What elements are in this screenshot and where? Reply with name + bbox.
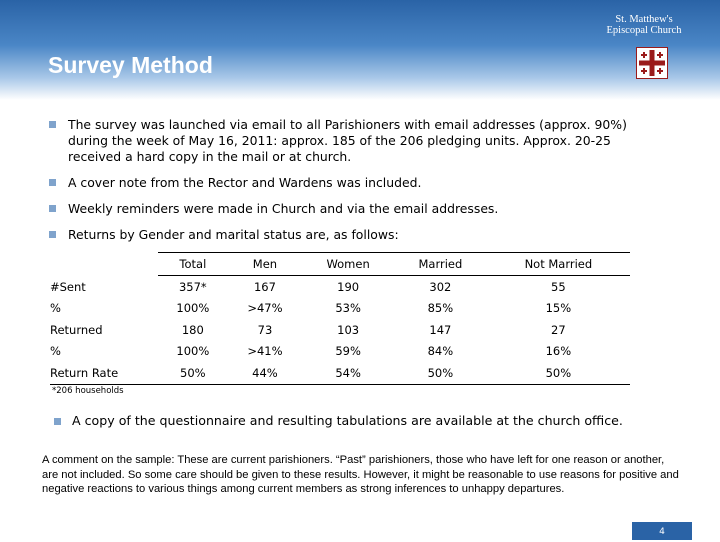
table-header: Total <box>158 253 228 276</box>
table-cell: 16% <box>545 344 572 359</box>
table-cell: % <box>50 344 61 359</box>
list-item: The survey was launched via email to all Parishioners with email addresses (approx. 90%) during the week of May 16, 2011: approx. 185 of the 206 pledging units. Approx. 20-25 received a hard copy in the mail or at church. <box>48 117 658 165</box>
table-cell: 302 <box>429 279 452 294</box>
table-cell: 357* <box>178 279 207 294</box>
table-cell: 50% <box>487 362 630 384</box>
bullet-square-icon <box>49 179 56 186</box>
church-cross-logo <box>636 47 668 79</box>
table-cell: >41% <box>247 344 283 359</box>
copy-availability-bullet <box>52 413 672 428</box>
table-header: Men <box>228 253 303 276</box>
table-cell: 103 <box>337 322 360 337</box>
table-header <box>50 253 158 276</box>
table-row <box>50 298 630 320</box>
table-cell: 53% <box>335 301 361 316</box>
table-row <box>50 319 630 341</box>
table-row <box>50 276 630 298</box>
table-cell: 55 <box>551 279 566 294</box>
table-cell: 100% <box>176 301 210 316</box>
table-cell: 180 <box>181 322 204 337</box>
table-cell: 54% <box>302 362 394 384</box>
table-cell: 44% <box>228 362 303 384</box>
table-cell: 27 <box>551 322 566 337</box>
list-item: A cover note from the Rector and Wardens was included. <box>48 175 658 191</box>
table-cell: 147 <box>429 322 452 337</box>
table-header-row <box>50 253 630 276</box>
table-cell: 167 <box>253 279 276 294</box>
table-cell: 15% <box>545 301 572 316</box>
table-cell: % <box>50 301 61 316</box>
bullet-square-icon <box>49 121 56 128</box>
list-item: Returns by Gender and marital status are, as follows: <box>48 227 658 243</box>
table-row <box>50 362 630 384</box>
page-number: 4 <box>632 522 692 540</box>
header-banner <box>0 0 720 100</box>
table-cell: Returned <box>50 322 103 337</box>
table-cell: >47% <box>247 301 283 316</box>
church-name <box>596 14 692 36</box>
table-cell: 50% <box>158 362 228 384</box>
bullet-square-icon <box>49 231 56 238</box>
table-cell: Return Rate <box>50 362 158 384</box>
returns-table <box>50 252 630 385</box>
table-cell: 84% <box>427 344 454 359</box>
page-title: Survey Method <box>48 52 213 78</box>
list-item: Weekly reminders were made in Church and via the email addresses. <box>48 201 658 217</box>
church-name-line2: Episcopal Church <box>606 25 682 36</box>
table-cell: 85% <box>427 301 454 316</box>
bullet-list <box>48 117 658 253</box>
bullet-square-icon <box>49 205 56 212</box>
table-header: Not Married <box>487 253 630 276</box>
church-name-line1: St. Matthew's <box>615 14 673 25</box>
table-cell: 50% <box>394 362 487 384</box>
table-cell: 59% <box>335 344 361 359</box>
table-header: Married <box>394 253 487 276</box>
table-cell: #Sent <box>50 279 86 294</box>
table-cell: 73 <box>257 322 273 337</box>
sample-comment: A comment on the sample: These are current parishioners. “Past” parishioners, those who have left for one reason or another, are not included. So some care should be given to these results. However, it might be reasonable to use reasons for positive and negative reactions to various things among current members as strong inferences to unhappy departures. <box>42 454 679 495</box>
bullet-square-icon <box>54 418 61 425</box>
table-cell: 100% <box>176 344 210 359</box>
table-row <box>50 341 630 363</box>
table-header: Women <box>302 253 394 276</box>
copy-availability-text: A copy of the questionnaire and resulting tabulations are available at the church office. <box>72 413 623 428</box>
table-cell: 190 <box>337 279 360 294</box>
table-footnote: *206 households <box>52 386 124 396</box>
